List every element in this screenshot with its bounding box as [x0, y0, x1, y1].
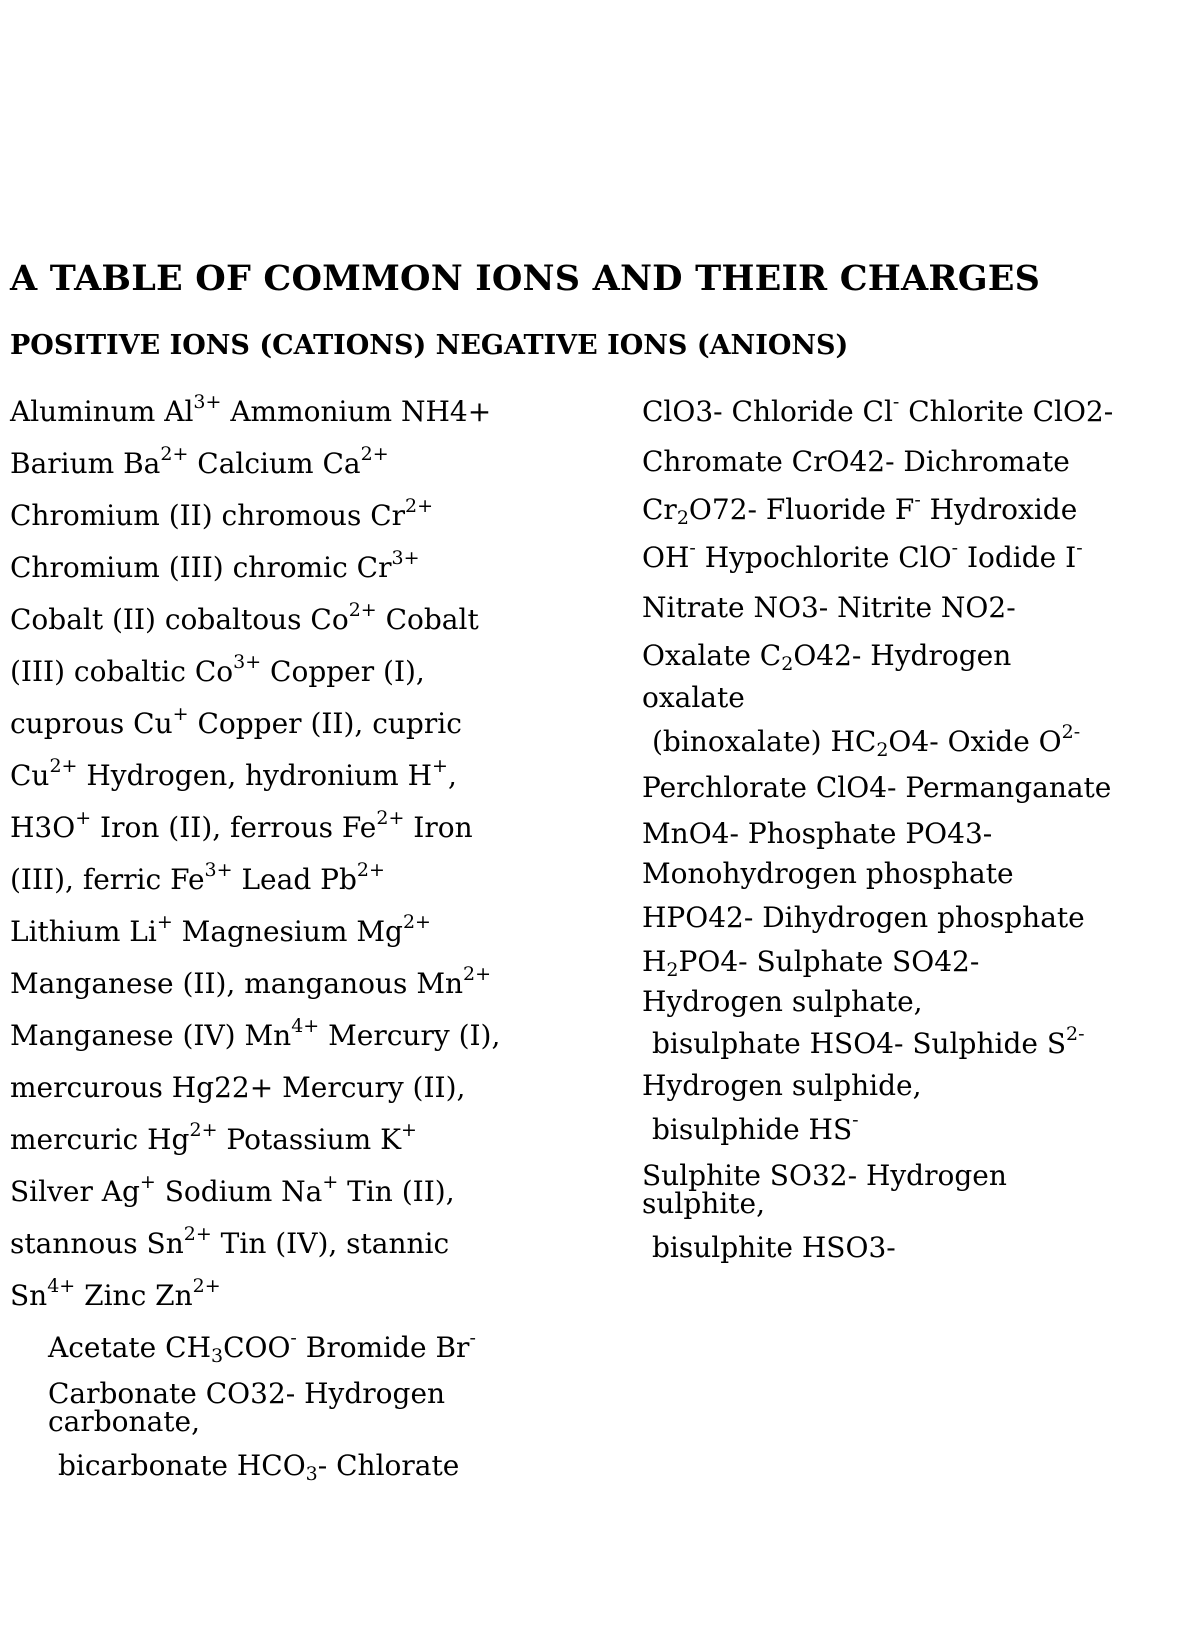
text-line	[652, 1109, 859, 1146]
ion-charge: 2+	[348, 599, 377, 621]
ion-charge: 2-	[1061, 721, 1081, 743]
text-run: Dichromate	[894, 445, 1070, 478]
ion-charge: +	[322, 1171, 339, 1193]
text-run: Mercury (I),	[319, 1019, 501, 1052]
ion-charge: 2+	[49, 755, 78, 777]
text-line	[10, 703, 462, 740]
ion-charge: 2-	[1066, 1023, 1085, 1045]
text-run: 4	[711, 817, 730, 850]
text-line	[642, 591, 1016, 624]
text-line	[10, 443, 389, 480]
text-line	[642, 681, 745, 714]
text-line	[10, 1171, 455, 1208]
ion-charge: 2+	[160, 443, 189, 465]
text-run: 4	[720, 945, 739, 978]
atom-count: 2	[781, 653, 794, 675]
text-line	[10, 1119, 417, 1156]
text-run: Cr	[642, 493, 677, 526]
text-line	[642, 537, 1083, 574]
text-line	[642, 1187, 765, 1220]
text-run: Oxalate C	[642, 639, 782, 672]
text-run: 4	[869, 771, 888, 804]
text-run: 3	[695, 395, 714, 428]
text-run: Dihydrogen phosphate	[753, 901, 1085, 934]
text-line	[642, 857, 1014, 890]
text-run: bisulphite HSO	[652, 1231, 869, 1264]
text-run: bisulphide HS	[652, 1113, 853, 1146]
text-run: Hydrogen	[295, 1377, 446, 1410]
text-run: 22+	[214, 1071, 274, 1104]
text-run: Acetate CH	[48, 1331, 211, 1364]
text-run: mercurous Hg	[10, 1071, 215, 1104]
text-run: (III), ferric Fe	[10, 863, 205, 896]
text-line	[642, 1069, 922, 1102]
text-line	[652, 721, 1081, 761]
text-line	[10, 755, 457, 792]
ion-charge: -	[951, 537, 959, 559]
text-run: H	[642, 945, 667, 978]
text-run: 3	[868, 1231, 887, 1264]
text-run: Manganese (IV) Mn	[10, 1019, 292, 1052]
text-line	[10, 599, 479, 636]
text-run: Fluoride F	[756, 493, 915, 526]
text-run: - Chlorate	[317, 1449, 460, 1482]
text-run: - Nitrite NO	[818, 591, 989, 624]
text-run: 42-	[934, 945, 980, 978]
text-run: - Phosphate PO	[729, 817, 948, 850]
text-run: Chlorite ClO	[899, 395, 1086, 428]
text-line	[10, 1015, 501, 1052]
ion-charge: +	[401, 1119, 417, 1141]
text-run: HPO	[642, 901, 709, 934]
text-run: ClO	[642, 395, 696, 428]
text-run: H	[10, 811, 35, 844]
text-line	[10, 495, 434, 532]
text-run: Cu	[10, 759, 50, 792]
text-run: Lithium Li	[10, 915, 157, 948]
text-run: -	[1103, 395, 1114, 428]
ion-charge: +	[432, 755, 448, 777]
text-run: 2	[988, 591, 1007, 624]
text-run: Sn	[10, 1279, 48, 1312]
ion-charge: 3+	[193, 391, 222, 413]
text-run: ,	[447, 759, 457, 792]
text-run: Iodide I	[958, 541, 1077, 574]
text-line	[58, 1449, 460, 1485]
text-run: Hydrogen, hydronium H	[77, 759, 433, 792]
table-subtitle: POSITIVE IONS (CATIONS) NEGATIVE IONS (ANIONS)	[10, 330, 849, 361]
text-run: 3	[800, 591, 819, 624]
text-line	[642, 901, 1085, 934]
text-line	[10, 911, 431, 948]
text-line	[10, 859, 385, 896]
text-line	[642, 817, 993, 850]
ion-charge: -	[914, 489, 921, 511]
text-line	[642, 985, 923, 1018]
text-line	[10, 1071, 466, 1104]
text-run: 72-	[711, 493, 757, 526]
text-run: Chromium (III) chromic Cr	[10, 551, 392, 584]
text-run: cuprous Cu	[10, 707, 173, 740]
ion-charge: +	[172, 703, 189, 725]
text-run: OH	[642, 541, 690, 574]
text-run: 4	[876, 1027, 894, 1060]
text-run: Zinc Zn	[75, 1279, 193, 1312]
text-run: stannous Sn	[10, 1227, 184, 1260]
ion-charge: 2+	[356, 859, 385, 881]
ion-charge: 3+	[204, 859, 233, 881]
text-run: - Sulphate SO	[738, 945, 935, 978]
text-run: Iron	[404, 811, 473, 844]
ion-charge: -	[852, 1109, 859, 1131]
text-run: - Permanganate	[887, 771, 1112, 804]
text-run: Tin (IV), stannic	[211, 1227, 450, 1260]
ion-charge: 2+	[376, 807, 405, 829]
text-run: Magnesium Mg	[172, 915, 403, 948]
ion-charge: -	[892, 391, 900, 413]
text-run: Hydrogen	[857, 1159, 1007, 1192]
ion-charge: 2+	[183, 1223, 212, 1245]
ion-charge: 2+	[192, 1275, 221, 1297]
ion-charge: 2+	[463, 963, 492, 985]
text-run: Hydroxide	[920, 493, 1078, 526]
text-run: Silver Ag	[10, 1175, 140, 1208]
atom-count: 2	[666, 959, 679, 981]
text-run: Perchlorate ClO	[642, 771, 870, 804]
page-title: A TABLE OF COMMON IONS AND THEIR CHARGES	[10, 258, 1041, 299]
atom-count: 3	[210, 1345, 224, 1367]
ion-charge: 2+	[189, 1119, 218, 1141]
text-run: Copper (I),	[261, 655, 425, 688]
text-line	[652, 1231, 896, 1264]
text-run: Potassium K	[217, 1123, 402, 1156]
text-line	[642, 1159, 1007, 1192]
text-run: (binoxalate) HC	[652, 725, 877, 758]
text-run: -	[886, 1231, 896, 1264]
text-run: Hydrogen sulphide,	[642, 1069, 922, 1102]
text-line	[10, 547, 420, 584]
text-line	[10, 1275, 221, 1312]
text-run: Calcium Ca	[188, 447, 361, 480]
text-run: 43-	[947, 817, 993, 850]
text-run: O	[888, 725, 912, 758]
ion-charge: +	[75, 807, 92, 829]
text-run: Cobalt	[376, 603, 479, 636]
text-run: Copper (II), cupric	[188, 707, 462, 740]
ion-charge: 3+	[391, 547, 420, 569]
text-run: Hypochlorite ClO	[695, 541, 952, 574]
text-run: 32-	[811, 1159, 858, 1192]
atom-count: 2	[876, 739, 889, 761]
text-line	[10, 651, 425, 688]
text-run: Lead Pb	[232, 863, 357, 896]
text-line	[10, 807, 473, 844]
ion-charge: -	[1076, 537, 1083, 559]
text-run: Cobalt (II) cobaltous Co	[10, 603, 349, 636]
ion-charge: 2+	[402, 911, 431, 933]
text-line	[642, 445, 1070, 478]
text-run: sulphite,	[642, 1187, 765, 1220]
atom-count: 3	[305, 1463, 318, 1485]
text-run: Chromium (II) chromous Cr	[10, 499, 406, 532]
text-run: 3	[34, 811, 53, 844]
text-run: PO	[678, 945, 721, 978]
ion-charge: 2+	[360, 443, 389, 465]
text-run: Hydrogen sulphate,	[642, 985, 923, 1018]
ion-charge: 4+	[47, 1275, 76, 1297]
text-line	[48, 1327, 476, 1367]
ion-charge: -	[290, 1327, 297, 1349]
text-run: Sulphite SO	[642, 1159, 812, 1192]
text-run: 4	[911, 725, 930, 758]
text-run: 2	[1085, 395, 1104, 428]
text-run: Aluminum Al	[10, 395, 194, 428]
text-line	[10, 1223, 450, 1260]
text-run: Monohydrogen phosphate	[642, 857, 1014, 890]
text-run: MnO	[642, 817, 712, 850]
text-line	[642, 771, 1112, 804]
text-run: Nitrate NO	[642, 591, 801, 624]
text-run: 32-	[250, 1377, 296, 1410]
text-line	[10, 391, 492, 428]
text-run: Chromate CrO	[642, 445, 850, 478]
text-run: (III) cobaltic Co	[10, 655, 234, 688]
text-run: bisulphate HSO	[652, 1027, 877, 1060]
text-run: COO	[223, 1331, 291, 1364]
text-run: 42-	[816, 639, 862, 672]
text-run: O	[688, 493, 712, 526]
ion-charge: +	[156, 911, 173, 933]
text-run: - Oxide O	[929, 725, 1062, 758]
text-line	[642, 639, 1012, 675]
text-run: Iron (II), ferrous Fe	[91, 811, 377, 844]
ion-charge: +	[139, 1171, 156, 1193]
text-line	[10, 963, 492, 1000]
text-run: Sodium Na	[155, 1175, 323, 1208]
text-run: -	[1006, 591, 1016, 624]
ion-charge: 3+	[233, 651, 262, 673]
ion-charge: 2+	[405, 495, 434, 517]
text-run: Manganese (II), manganous Mn	[10, 967, 464, 1000]
text-run: Mercury (II),	[273, 1071, 466, 1104]
ion-charge: 4+	[291, 1015, 320, 1037]
text-line	[652, 1023, 1085, 1060]
ion-charge: -	[689, 537, 696, 559]
text-run: Barium Ba	[10, 447, 161, 480]
text-run: Ammonium NH	[221, 395, 450, 428]
text-line	[48, 1405, 200, 1438]
text-run: O	[52, 811, 76, 844]
text-line	[642, 391, 1114, 428]
text-run: bicarbonate HCO	[58, 1449, 306, 1482]
ion-charge: -	[469, 1327, 476, 1349]
text-run: Hydrogen	[861, 639, 1012, 672]
text-run: - Chloride Cl	[713, 395, 893, 428]
text-run: oxalate	[642, 681, 745, 714]
text-run: 42-	[708, 901, 754, 934]
text-run: - Sulphide S	[894, 1027, 1067, 1060]
text-run: Carbonate CO	[48, 1377, 251, 1410]
text-run: O	[793, 639, 817, 672]
text-run: carbonate,	[48, 1405, 200, 1438]
text-line	[48, 1377, 446, 1410]
text-line	[642, 489, 1078, 529]
text-run: mercuric Hg	[10, 1123, 190, 1156]
text-run: 4+	[449, 395, 492, 428]
text-line	[642, 945, 980, 981]
text-run: Bromide Br	[296, 1331, 470, 1364]
text-run: Tin (II),	[338, 1175, 455, 1208]
atom-count: 2	[676, 507, 689, 529]
text-run: 42-	[849, 445, 895, 478]
